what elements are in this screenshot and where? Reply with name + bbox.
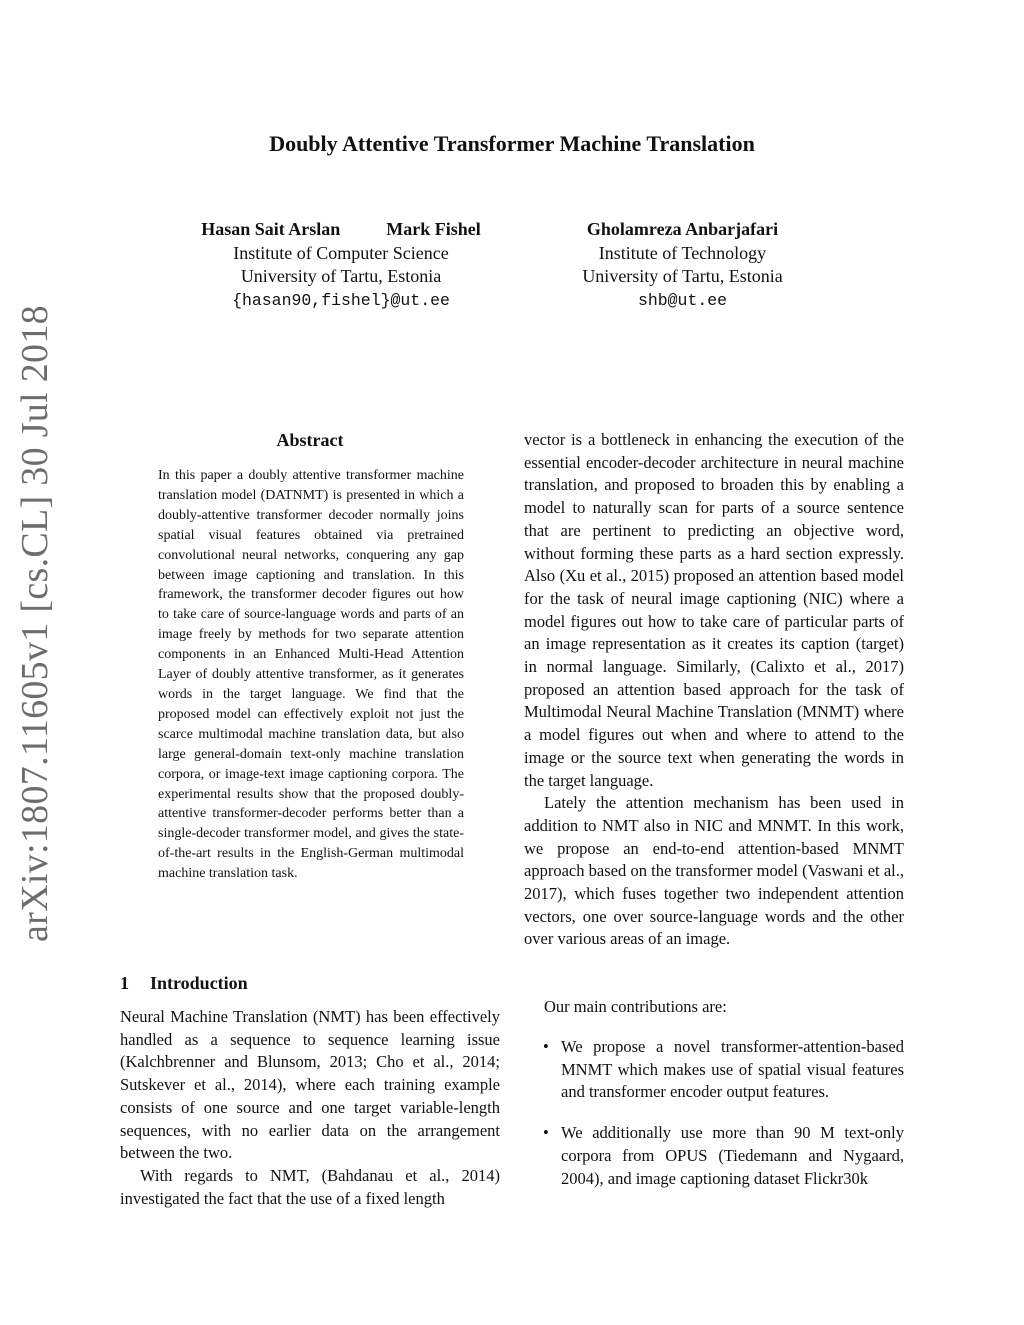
- right-column-body: [524, 429, 904, 951]
- paragraph: Neural Machine Translation (NMT) has been effectively handled as a sequence to sequence learning issue (Kalchbrenner and Blunsom, 2013; Cho et al., 2014; Sutskever et al., 2014), where each training example consists of one source and one target variable-length sequences, with no earlier data on the arrangement between the two.: [120, 1007, 500, 1163]
- contributions-intro: Our main contributions are:: [544, 997, 727, 1016]
- list-item: [524, 1036, 904, 1104]
- paragraph: vector is a bottleneck in enhancing the execution of the essential encoder-decoder architecture in neural machine translation, and proposed to broaden this by enabling a model to naturally scan for parts of a source sentence that are pertinent to predicting an objective word, without forming these parts as a hard section expressly. Also (Xu et al., 2015) proposed an attention based model for the task of neural image captioning (NIC) where a model figures out how to take care of particular parts of an image representation as it creates its caption (target) in normal language. Similarly, (Calixto et al., 2017) proposed an attention based approach for the task of Multimodal Neural Machine Translation (MNMT) where a model figures out when and where to attend to the image or the source text when generating the words in the target language.: [524, 430, 904, 790]
- contributions-list: [524, 1036, 904, 1190]
- arxiv-stamp: arXiv:1807.11605v1 [cs.CL] 30 Jul 2018: [14, 305, 56, 942]
- section-title: Introduction: [150, 973, 248, 993]
- list-item-text: We propose a novel transformer-attention-based MNMT which makes use of spatial visual features and transformer encoder output features.: [561, 1037, 904, 1102]
- section-heading-introduction: [120, 971, 500, 995]
- list-item: [524, 1122, 904, 1190]
- author-email: shb@ut.ee: [637, 290, 728, 310]
- author-block-right: [555, 218, 810, 312]
- author-block-left: [170, 218, 512, 312]
- paragraph: Lately the attention mechanism has been used in addition to NMT also in NIC and MNMT. In this work, we propose an end-to-end attention-based MNMT approach based on the transformer model (Vaswani et al., 2017), which fuses together two independent attention vectors, one over source-language words and the other over various areas of an image.: [524, 793, 904, 949]
- paper-title: Doubly Attentive Transformer Machine Translation: [269, 131, 755, 156]
- author-university: University of Tartu, Estonia: [240, 266, 442, 286]
- list-item-text: We additionally use more than 90 M text-only corpora from OPUS (Tiedemann and Nygaard, 2004), and image captioning dataset Flickr30k: [561, 1123, 904, 1188]
- abstract-heading: Abstract: [276, 430, 344, 450]
- bullet-icon: •: [543, 1037, 549, 1056]
- left-column-body: [120, 1006, 500, 1210]
- abstract-text: In this paper a doubly attentive transformer machine translation model (DATNMT) is presented in which a doubly-attentive transformer decoder normally joins spatial visual features obtained via pretrained convolutional neural networks, conquering any gap between image captioning and translation. In this framework, the transformer decoder figures out how to take care of source-language words and parts of an image freely by methods for two separate attention components in an Enhanced Multi-Head Attention Layer of doubly attentive transformer, as it generates words in the target language. We find that the proposed model can effectively exploit not just the scarce multimodal machine translation data, but also large general-domain text-only machine translation corpora, or image-text image captioning corpora. The experimental results show that the proposed doubly-attentive transformer-decoder performs better than a single-decoder transformer model, and gives the state-of-the-art results in the English-German multimodal machine translation task.: [158, 468, 464, 882]
- author-name: Mark Fishel: [386, 219, 481, 239]
- section-number: 1: [120, 973, 129, 993]
- bullet-icon: •: [543, 1123, 549, 1143]
- paragraph: With regards to NMT, (Bahdanau et al., 2014) investigated the fact that the use of a fixed length: [120, 1165, 500, 1208]
- author-name: Gholamreza Anbarjafari: [586, 219, 779, 239]
- author-name: Hasan Sait Arslan: [201, 219, 341, 239]
- author-affiliation: Institute of Technology: [598, 242, 767, 263]
- author-names: [170, 218, 512, 242]
- author-affiliation: Institute of Computer Science: [233, 242, 449, 263]
- author-email: {hasan90,fishel}@ut.ee: [232, 290, 450, 310]
- author-university: University of Tartu, Estonia: [582, 266, 783, 286]
